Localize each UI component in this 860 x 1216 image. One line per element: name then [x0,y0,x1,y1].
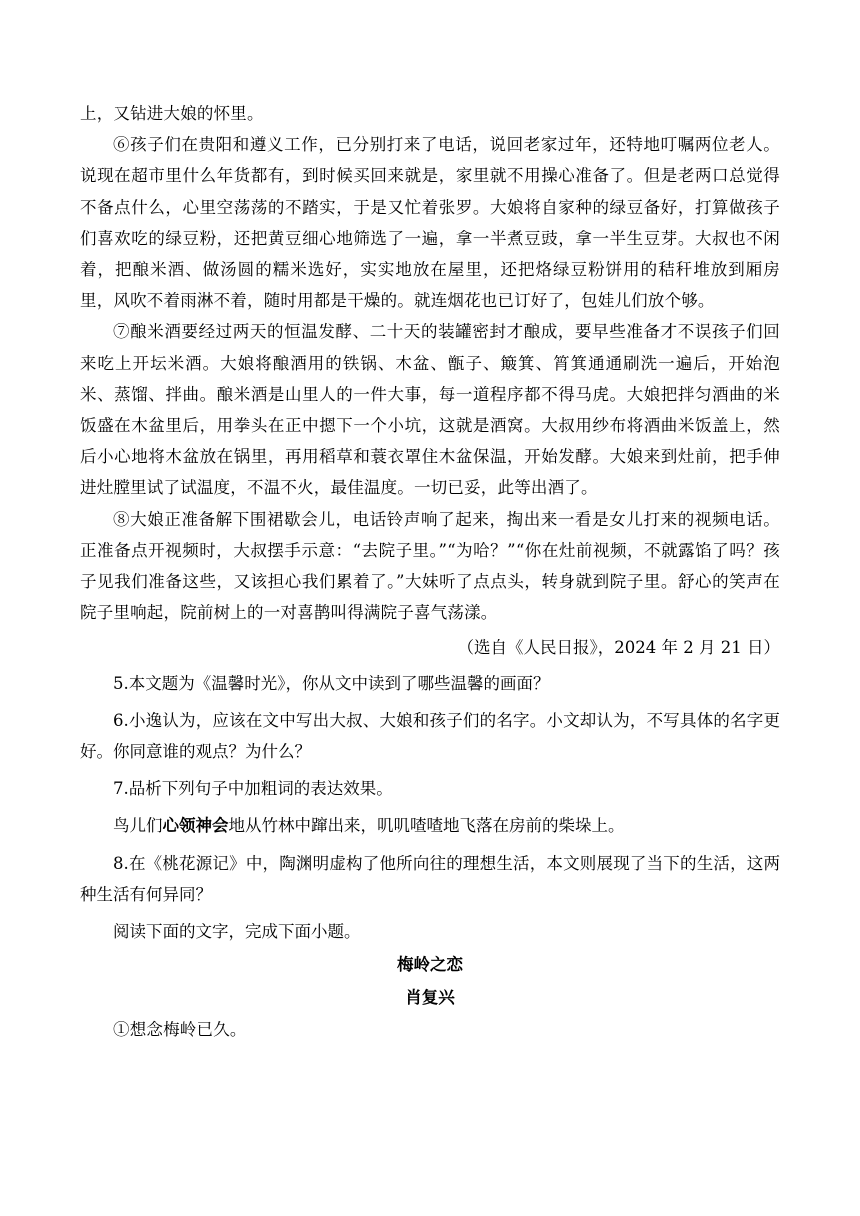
next-article-paragraph-1: ①想念梅岭已久。 [113,1019,247,1039]
article-paragraph-8: ⑧大娘正准备解下围裙歇会儿，电话铃声响了起来，掏出来一看是女儿打来的视频电话。正准备点开视频时，大叔摆手示意：“去院子里。”“为哈？”“你在灶前视频，不就露馅了吗？孩子见我们准备这些，又该担心我们累着了。”大妹听了点点头，转身就到院子里。舒心的笑声在院子里响起，院前树上的一对喜鹊叫得满院子喜气荡漾。 [80,509,780,623]
question-7-sentence-after: 地从竹林中蹿出来，叽叽喳喳地飞落在房前的柴垛上。 [228,816,625,836]
article-author: 肖复兴 [405,988,455,1008]
question-7-sentence-before: 鸟儿们 [113,816,163,836]
question-7-sentence [80,810,780,847]
reading-instruction: 阅读下面的文字，完成下面小题。 [113,922,361,942]
article-title: 梅岭之恋 [397,955,463,975]
question-5: 5.本文题为《温馨时光》，你从文中读到了哪些温馨的画面？ [113,673,550,693]
question-7: 7.品析下列句子中加粗词的表达效果。 [113,779,393,799]
article-paragraph-7: ⑦酿米酒要经过两天的恒温发酵、二十天的装罐密封才酿成，要早些准备才不误孩子们回来吃上开坛米酒。大娘将酿酒用的铁锅、木盆、甑子、簸箕、筲箕通通刷洗一遍后，开始泡米、蒸馏、拌曲。酿米酒是山里人的一件大事，每一道程序都不得马虎。大娘把拌匀酒曲的米饭盛在木盆里后，用拳头在正中摁下一个小坑，这就是酒窝。大叔用纱布将酒曲米饭盖上，然后小心地将木盆放在锅里，再用稻草和蓑衣罩住木盆保温，开始发酵。大娘来到灶前，把手伸进灶膛里试了试温度，不温不火，最佳温度。一切已妥，此等出酒了。 [80,322,780,498]
article-paragraph-continuation: 上，又钻进大娘的怀里。 [80,104,264,123]
question-7-bold-word: 心领神会 [162,816,229,836]
document-page [80,98,780,1045]
question-8: 8.在《桃花源记》中，陶渊明虚构了他所向往的理想生活，本文则展现了当下的生活，这两种生活有何异同？ [80,853,780,904]
question-6: 6.小逸认为，应该在文中写出大叔、大娘和孩子们的名字。小文却认为，不写具体的名字更好。你同意谁的观点？为什么？ [80,710,780,762]
article-source: （选自《人民日报》，2024 年 2 月 21 日） [457,638,780,658]
article-paragraph-6: ⑥孩子们在贵阳和遵义工作，已分别打来了电话，说回老家过年，还特地叮嘱两位老人。说现在超市里什么年货都有，到时候买回来就是，家里就不用操心准备了。但是老两口总觉得不备点什么，心里空荡荡的不踏实，于是又忙着张罗。大娘将自家种的绿豆备好，打算做孩子们喜欢吃的绿豆粉，还把黄豆细心地筛选了一遍，拿一半煮豆豉，拿一半生豆芽。大叔也不闲着，把酿米酒、做汤圆的糯米选好，实实地放在屋里，还把烙绿豆粉饼用的秸秆堆放到厢房里，风吹不着雨淋不着，随时用都是干燥的。就连烟花也已订好了，包娃儿们放个够。 [80,135,780,311]
